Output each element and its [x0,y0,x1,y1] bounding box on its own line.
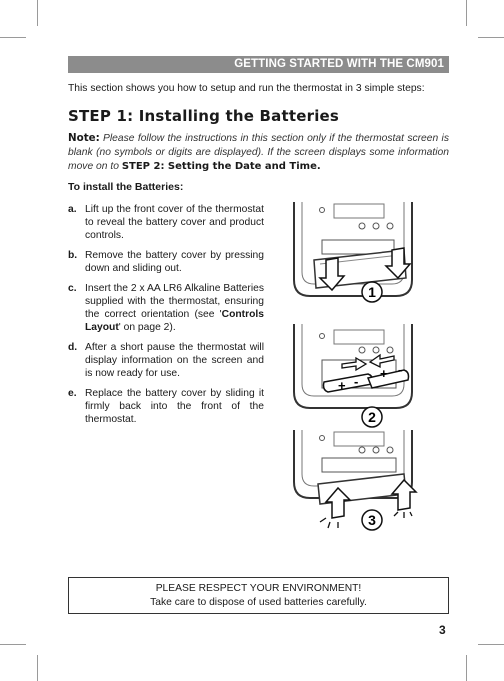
illustration-number: 2 [368,409,376,425]
list-text-part: Insert the 2 x AA LR6 Alkaline Batteries supplied with the thermostat, ensuring the correct orientation (see ' [85,283,264,320]
instruction-list [68,203,264,433]
crop-mark [0,644,26,645]
note-label: Note: [68,132,100,144]
crop-mark [478,37,504,38]
list-letter: a. [68,204,77,215]
notice-line-2: Take care to dispose of used batteries carefully. [150,596,367,608]
list-item [68,203,264,242]
crop-mark [478,644,504,645]
note-paragraph [68,131,449,174]
list-letter: c. [68,283,77,294]
list-text: Lift up the front cover of the thermostat to reveal the battery cover and product controls. [85,204,264,241]
polarity-minus: - [354,374,359,389]
controls-layout-reference: Controls Layout [85,309,264,333]
crop-mark [466,0,467,26]
list-item [68,249,264,275]
page-title: STEP 1: Installing the Batteries [68,107,340,125]
list-item [68,341,264,380]
step2-reference: STEP 2: Setting the Date and Time. [121,161,321,172]
polarity-plus: + [380,366,388,381]
list-text: After a short pause the thermostat will display information on the screen and is now ready for use. [85,342,264,379]
list-text [85,283,264,333]
notice-line-1: PLEASE RESPECT YOUR ENVIRONMENT! [155,583,362,594]
list-letter: b. [68,250,78,261]
illustration-number: 1 [368,284,376,300]
polarity-plus: + [338,378,346,393]
intro-text: This section shows you how to setup and run the thermostat in 3 simple steps: [68,83,425,94]
note-body: Please follow the instructions in this section only if the thermostat screen is blank (no symbols or digits are displayed). If the screen displays some information move on to [68,133,449,172]
crop-mark [37,655,38,681]
section-header: GETTING STARTED WITH THE CM901 [68,56,449,73]
list-item [68,282,264,334]
crop-mark [466,655,467,681]
sub-heading: To install the Batteries: [68,181,184,193]
list-letter: e. [68,388,77,399]
crop-mark [0,37,26,38]
insert-batteries-icon [282,322,432,434]
remove-battery-cover-icon [282,200,432,312]
list-text: Remove the battery cover by pressing down and sliding out. [85,250,264,274]
environment-notice [68,577,449,614]
list-item [68,387,264,426]
list-text: Replace the battery cover by sliding it firmly back into the front of the thermostat. [85,388,264,425]
crop-mark [37,0,38,26]
list-text-part: ' on page 2). [118,322,176,333]
page-number: 3 [439,623,446,637]
list-letter: d. [68,342,78,353]
illustration-step-1 [282,200,432,312]
replace-battery-cover-icon [282,428,432,540]
illustration-number: 3 [368,512,376,528]
illustration-step-2 [282,322,432,434]
polarity-minus: - [398,362,403,377]
illustration-step-3 [282,428,432,540]
